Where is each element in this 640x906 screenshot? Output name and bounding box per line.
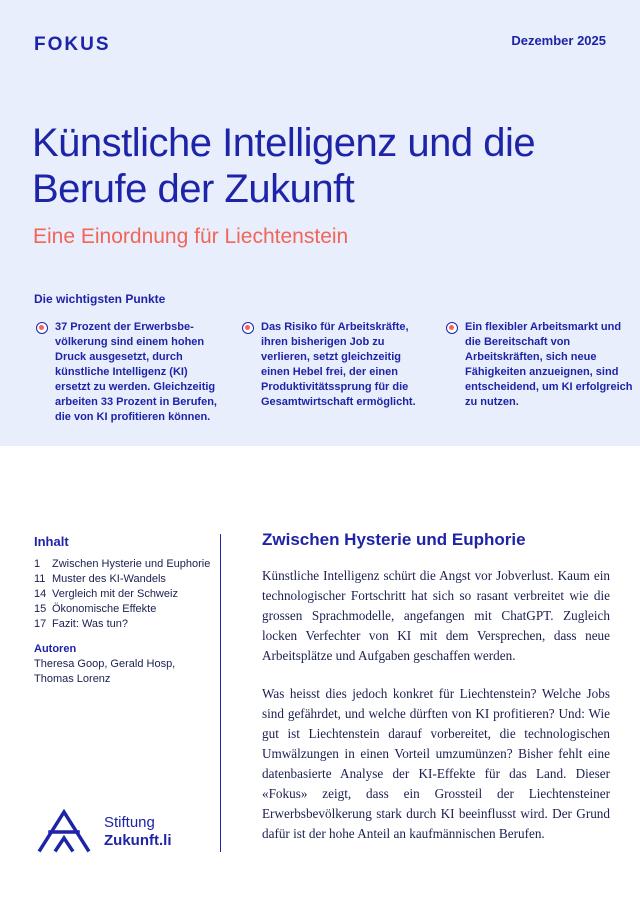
toc-page-number: 15 bbox=[34, 603, 47, 615]
toc-page-number: 14 bbox=[34, 588, 47, 600]
toc-item[interactable] bbox=[34, 617, 214, 631]
toc-label: Muster des KI-Wandels bbox=[52, 573, 166, 585]
article-paragraph: Künstliche Intelligenz schürt die Angst vor Jobverlust. Kaum ein technologischer Fortschritt hat sich so rasant verbreitet wie die grossen Sprachmodelle, angefangen mit ChatGPT. Zugleich locken Verfechter von KI mit dem Versprechen, dass neue Arbeitsplätze und Aufgaben geschaffen werden. bbox=[262, 568, 610, 663]
key-point-text: 37 Prozent der Erwerbsbe-völkerung sind einem hohen Druck ausgesetzt, durch künstliche Intelligenz (KI) ersetzt zu werden. Gleichzeitig arbeiten 33 Prozent in Berufen, die von KI profitieren können. bbox=[55, 321, 217, 423]
bullet-dot-icon bbox=[242, 322, 254, 334]
page-title: Künstliche Intelligenz und die Berufe der Zukunft bbox=[32, 121, 536, 211]
article-heading: Zwischen Hysterie und Euphorie bbox=[262, 530, 526, 549]
key-point bbox=[261, 320, 431, 410]
key-point-text: Das Risiko für Arbeitskräfte, ihren bisherigen Job zu verlieren, setzt gleichzeitig einen Hebel frei, der einen Produktivitätssprung für die Gesamtwirtschaft ermöglicht. bbox=[261, 321, 416, 408]
toc-page-number: 11 bbox=[34, 573, 46, 585]
authors-heading: Autoren bbox=[34, 643, 77, 655]
key-point bbox=[465, 320, 635, 410]
key-point bbox=[55, 320, 225, 425]
toc-label: Ökonomische Effekte bbox=[52, 603, 157, 615]
authors-list: Theresa Goop, Gerald Hosp, Thomas Lorenz bbox=[34, 658, 176, 685]
toc-page-number: 17 bbox=[34, 618, 47, 630]
hero-section bbox=[0, 0, 640, 446]
toc-item[interactable] bbox=[34, 587, 214, 601]
toc-item[interactable] bbox=[34, 602, 214, 616]
toc-label: Fazit: Was tun? bbox=[52, 618, 129, 630]
triangle-logo-icon bbox=[34, 806, 94, 854]
key-point-text: Ein flexibler Arbeitsmarkt und die Bereitschaft von Arbeitskräften, sich neue Fähigkeiten anzueignen, sind entscheidend, um KI erfolgreich zu nutzen. bbox=[465, 321, 633, 408]
table-of-contents bbox=[34, 534, 214, 687]
toc-item[interactable] bbox=[34, 572, 214, 586]
foundation-logo bbox=[34, 806, 214, 858]
toc-page-number: 1 bbox=[34, 558, 41, 570]
toc-label: Vergleich mit der Schweiz bbox=[52, 588, 178, 600]
brand-label: FOKUS bbox=[34, 34, 111, 55]
toc-label: Zwischen Hysterie und Euphorie bbox=[52, 558, 211, 570]
toc-item[interactable] bbox=[34, 557, 214, 571]
bullet-dot-icon bbox=[446, 322, 458, 334]
logo-line-1: Stiftung bbox=[104, 814, 155, 831]
article-paragraph: Was heisst dies jedoch konkret für Liechtenstein? Welche Jobs sind gefährdet, und welche dürften von KI profitieren? Und: Wie gut ist Liechtenstein darauf vorbereitet, die technologischen Umwälzungen in einen Vorteil umzumünzen? Bisher fehlt eine datenbasierte Analyse der KI-Effekte für das Land. Dieser «Fokus» zeigt, dass ein Grossteil der Liechtensteiner Erwerbsbevölkerung stark durch KI beeinflusst wird. Der Grund dafür ist der hohe Anteil an kaufmännischen Berufen. bbox=[262, 686, 610, 841]
bullet-dot-icon bbox=[36, 322, 48, 334]
key-points-heading: Die wichtigsten Punkte bbox=[34, 292, 166, 306]
page-subtitle: Eine Einordnung für Liechtenstein bbox=[33, 225, 349, 248]
logo-line-2: Zukunft.li bbox=[104, 832, 172, 849]
issue-date: Dezember 2025 bbox=[511, 33, 606, 48]
column-divider bbox=[220, 534, 221, 852]
toc-heading: Inhalt bbox=[34, 534, 69, 549]
article-body bbox=[262, 530, 610, 862]
